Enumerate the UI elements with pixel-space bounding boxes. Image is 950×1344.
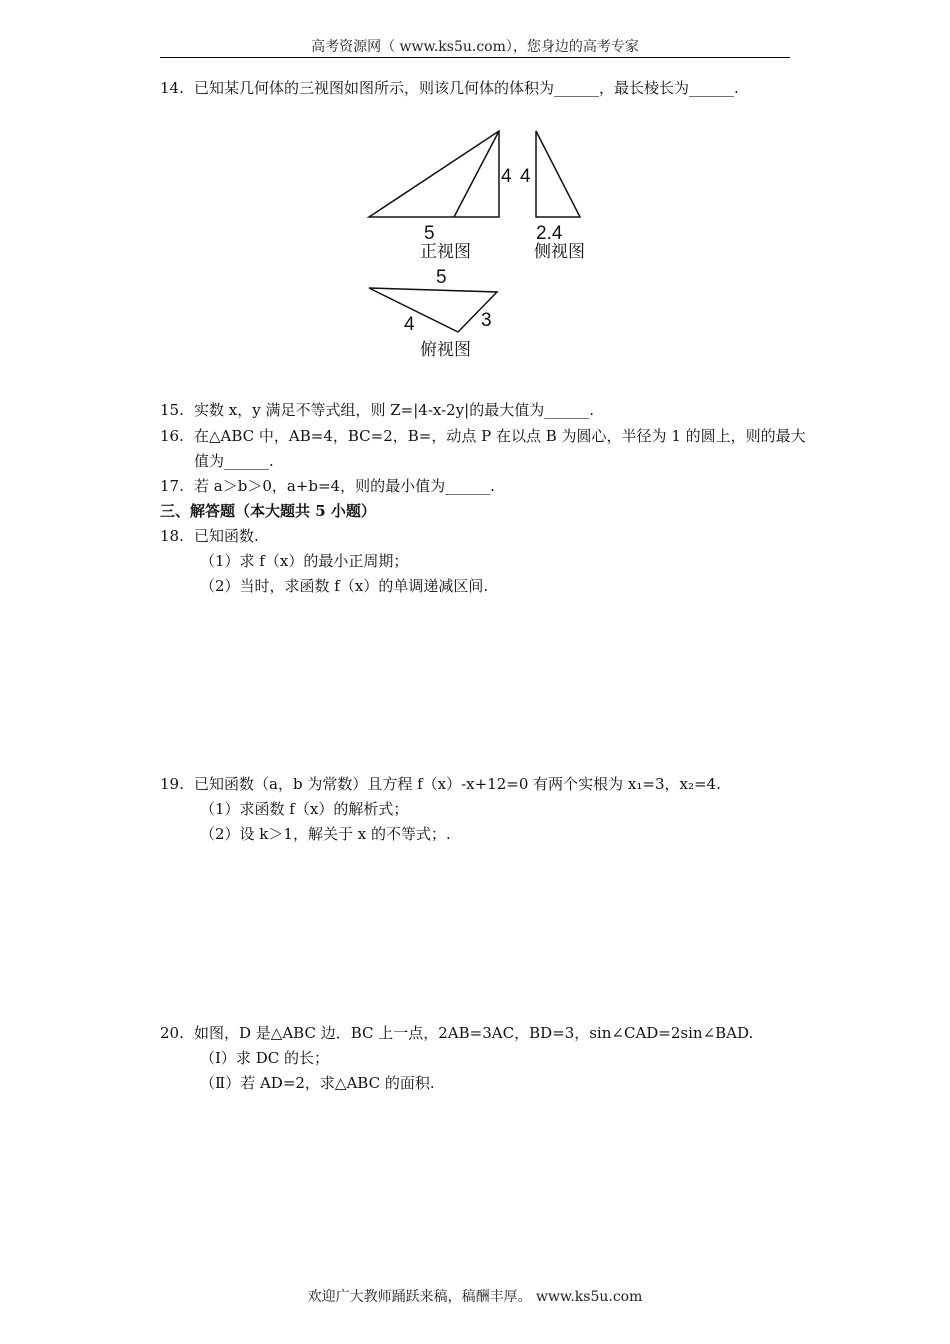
top-right-label: 3 xyxy=(481,310,492,331)
three-view-drawing xyxy=(360,122,600,367)
question-18 xyxy=(160,526,259,546)
side-height-label: 4 xyxy=(520,166,531,187)
top-view-caption: 俯视图 xyxy=(420,340,471,360)
question-text: 在△ABC 中，AB=4，BC=2，B=，动点 P 在以点 B 为圆心，半径为 1 的圆上，则的最大 xyxy=(194,427,806,445)
page-header: 高考资源网（ www.ks5u.com），您身边的高考专家 xyxy=(311,39,639,55)
question-17 xyxy=(160,476,495,496)
question-19 xyxy=(160,774,721,794)
three-view-figure xyxy=(360,122,600,367)
question-number: 15. xyxy=(160,401,184,419)
front-height-label: 4 xyxy=(501,166,512,187)
top-view xyxy=(369,267,497,360)
question-number: 20. xyxy=(160,1024,184,1042)
question-16-continued: 值为______. xyxy=(194,452,274,470)
top-left-label: 4 xyxy=(404,314,415,335)
question-19-part-1: （1）求函数 f（x）的解析式； xyxy=(200,800,409,818)
question-20 xyxy=(160,1023,753,1043)
front-view xyxy=(369,131,512,262)
question-text: 实数 x，y 满足不等式组，则 Z=|4-x-2y|的最大值为______. xyxy=(194,401,594,419)
question-text: 如图，D 是△ABC 边．BC 上一点，2AB=3AC，BD=3，sin∠CAD=2sin∠BAD. xyxy=(194,1024,754,1042)
top-length-label: 5 xyxy=(436,267,447,288)
front-base-label: 5 xyxy=(424,223,435,244)
question-15 xyxy=(160,400,594,420)
question-number: 18. xyxy=(160,527,184,545)
page-footer: 欢迎广大教师踊跃来稿，稿酬丰厚。 www.ks5u.com xyxy=(307,1289,643,1305)
question-text: 已知函数. xyxy=(194,527,259,545)
question-20-part-1: （Ⅰ）求 DC 的长； xyxy=(200,1049,329,1067)
question-text: 已知函数（a，b 为常数）且方程 f（x）-x+12=0 有两个实根为 x₁=3，x₂=4. xyxy=(194,775,721,793)
question-text: 已知某几何体的三视图如图所示，则该几何体的体积为______，最长棱长为______. xyxy=(194,79,739,97)
side-base-label: 2.4 xyxy=(536,223,563,244)
question-16 xyxy=(160,426,806,446)
front-view-caption: 正视图 xyxy=(420,242,471,262)
question-number: 17. xyxy=(160,477,184,495)
question-number: 14. xyxy=(160,79,184,97)
question-number: 16. xyxy=(160,427,184,445)
side-view xyxy=(520,131,585,262)
question-20-part-2: （Ⅱ）若 AD=2，求△ABC 的面积. xyxy=(200,1074,435,1092)
question-number: 19. xyxy=(160,775,184,793)
question-19-part-2: （2）设 k＞1，解关于 x 的不等式；. xyxy=(200,825,451,843)
question-18-part-2: （2）当时，求函数 f（x）的单调递减区间. xyxy=(200,577,489,595)
side-view-caption: 侧视图 xyxy=(534,242,585,262)
question-14 xyxy=(160,78,739,98)
question-text: 若 a＞b＞0，a+b=4，则的最小值为______. xyxy=(194,477,495,495)
header-rule xyxy=(160,57,790,58)
question-18-part-1: （1）求 f（x）的最小正周期； xyxy=(200,552,409,570)
section-title: 三、解答题（本大题共 5 小题） xyxy=(160,502,376,520)
